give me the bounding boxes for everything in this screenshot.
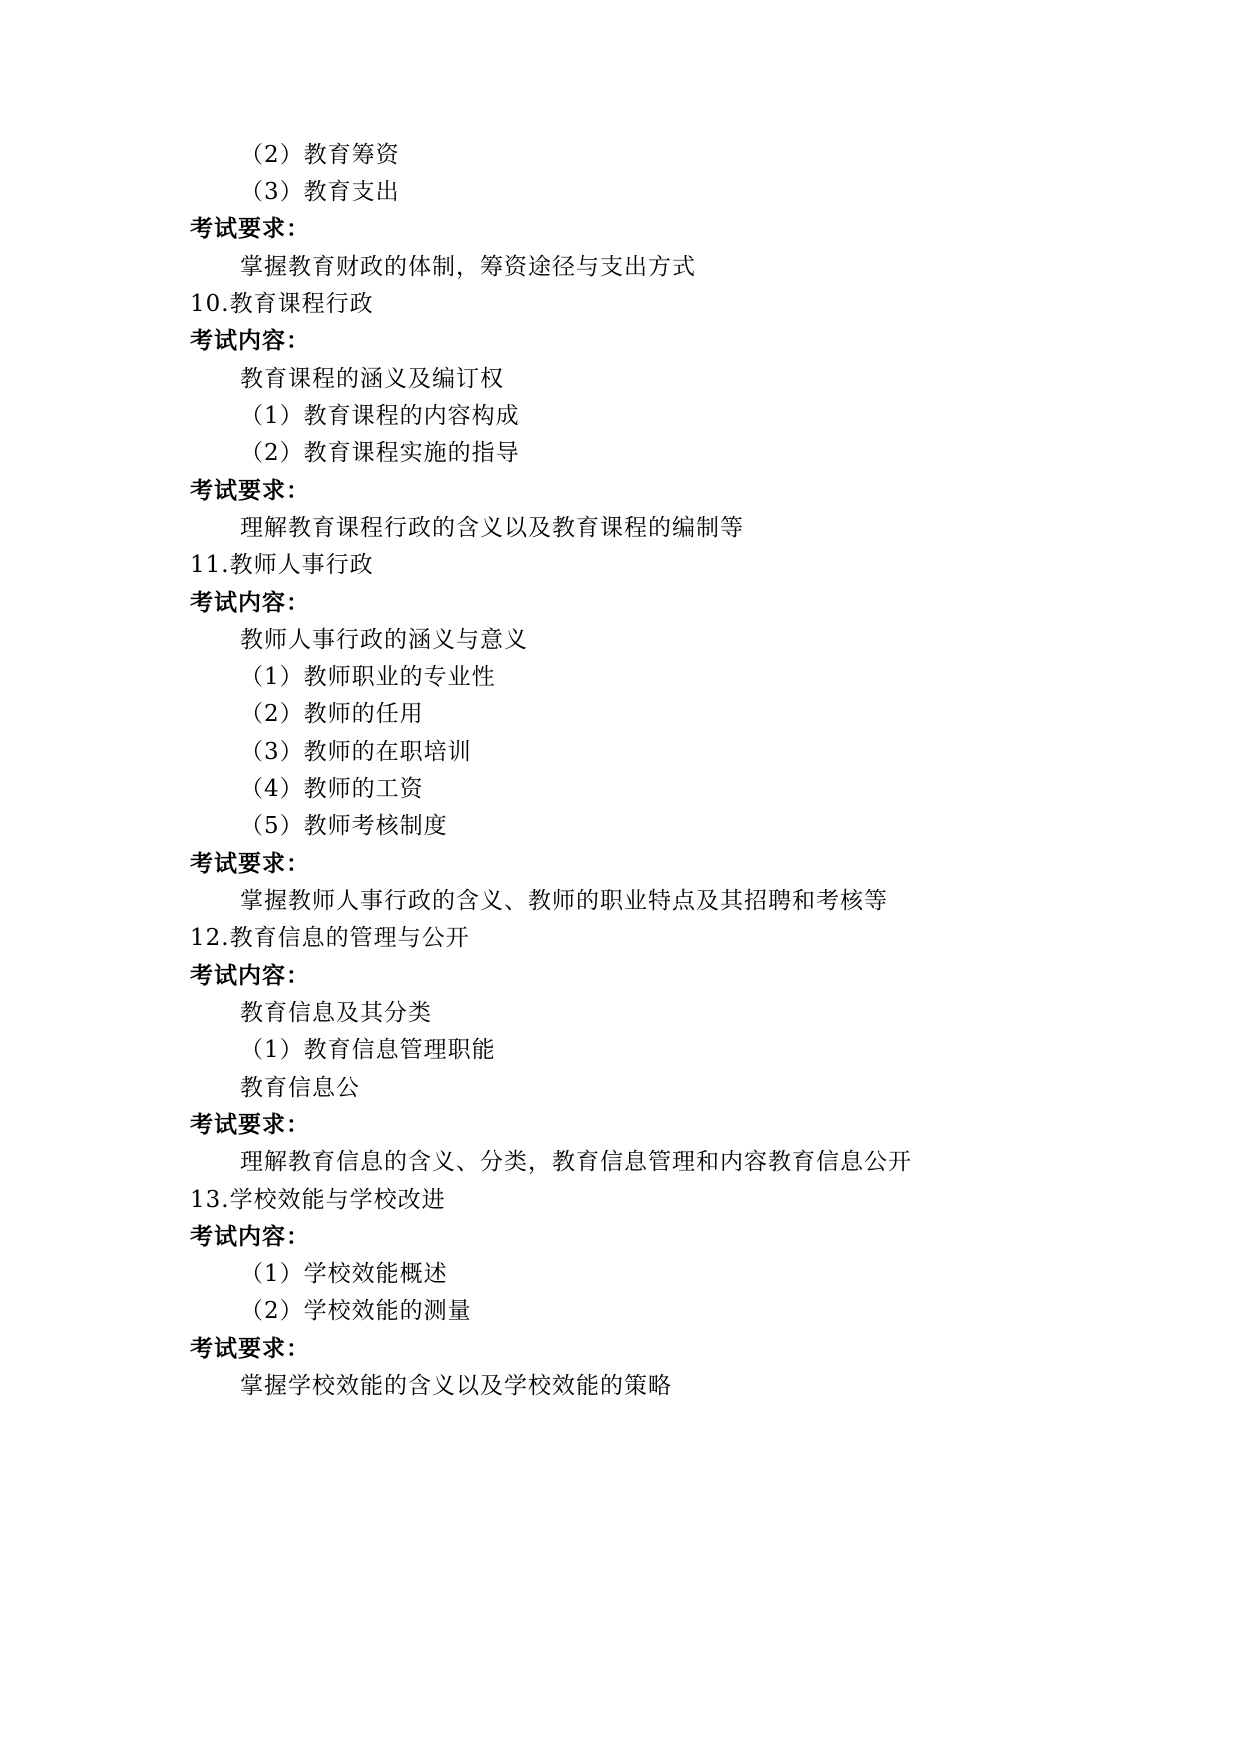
list-item: （3）教育支出 — [240, 179, 400, 205]
body-text: 教师人事行政的涵义与意义 — [240, 627, 528, 653]
body-text: 掌握教师人事行政的含义、教师的职业特点及其招聘和考核等 — [240, 888, 888, 914]
section-label: 考试内容： — [190, 327, 310, 354]
section-heading: 12.教育信息的管理与公开 — [190, 925, 470, 951]
list-item: （2）教师的任用 — [240, 701, 424, 727]
list-item: （2）教育筹资 — [240, 142, 400, 168]
section-label: 考试要求： — [190, 850, 310, 877]
section-label: 考试要求： — [190, 477, 310, 504]
body-text: 掌握教育财政的体制，筹资途径与支出方式 — [240, 254, 696, 280]
section-label: 考试要求： — [190, 1111, 310, 1138]
section-label: 考试内容： — [190, 589, 310, 616]
section-heading: 13.学校效能与学校改进 — [190, 1187, 446, 1213]
section-label: 考试要求： — [190, 1335, 310, 1362]
section-heading: 10.教育课程行政 — [190, 291, 374, 317]
list-item: （1）教师职业的专业性 — [240, 664, 496, 690]
list-item: （5）教师考核制度 — [240, 813, 448, 839]
list-item: （2）教育课程实施的指导 — [240, 440, 520, 466]
body-text: 教育课程的涵义及编订权 — [240, 366, 504, 392]
body-text: 理解教育课程行政的含义以及教育课程的编制等 — [240, 515, 744, 541]
list-item: （1）教育课程的内容构成 — [240, 403, 520, 429]
list-item: （1）教育信息管理职能 — [240, 1037, 496, 1063]
section-heading: 11.教师人事行政 — [190, 552, 374, 578]
section-label: 考试要求： — [190, 215, 310, 242]
list-item: （1）学校效能概述 — [240, 1261, 448, 1287]
section-label: 考试内容： — [190, 1223, 310, 1250]
body-text: 理解教育信息的含义、分类，教育信息管理和内容教育信息公开 — [240, 1149, 912, 1175]
body-text: 掌握学校效能的含义以及学校效能的策略 — [240, 1373, 672, 1399]
body-text: 教育信息及其分类 — [240, 1000, 432, 1026]
list-item: （4）教师的工资 — [240, 776, 424, 802]
list-item: （3）教师的在职培训 — [240, 739, 472, 765]
section-label: 考试内容： — [190, 962, 310, 989]
body-text: 教育信息公 — [240, 1075, 360, 1101]
list-item: （2）学校效能的测量 — [240, 1298, 472, 1324]
